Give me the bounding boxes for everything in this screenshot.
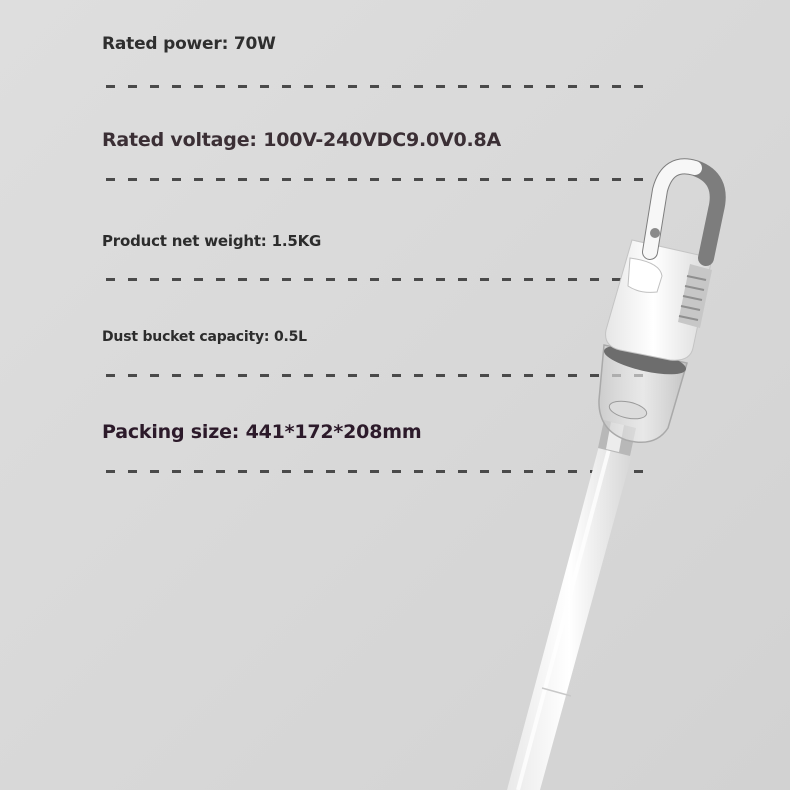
handle [650, 166, 718, 258]
spec-rated-power: Rated power: 70W [102, 34, 276, 54]
spec-packing-size: Packing size: 441*172*208mm [102, 421, 422, 443]
spec-net-weight: Product net weight: 1.5KG [102, 232, 322, 250]
spec-dust-capacity: Dust bucket capacity: 0.5L [102, 329, 307, 345]
spec-rated-voltage: Rated voltage: 100V-240VDC9.0V0.8A [102, 129, 502, 151]
vacuum-tube [507, 446, 632, 790]
motor-body [606, 240, 712, 360]
